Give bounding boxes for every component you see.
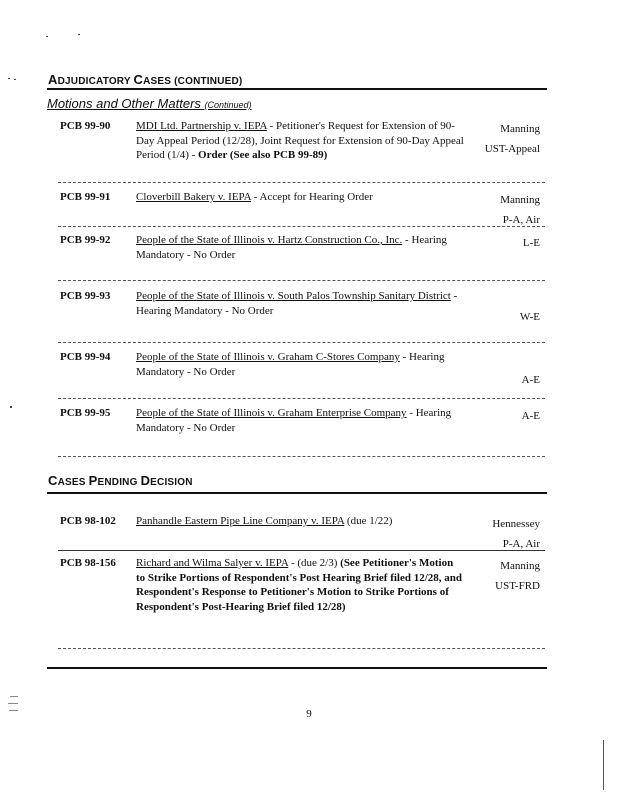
scan-speck xyxy=(10,406,12,408)
scan-speck xyxy=(10,696,18,697)
entry-separator xyxy=(58,456,545,457)
entry-separator xyxy=(58,550,545,551)
case-entry xyxy=(60,514,546,550)
case-number: PCB 99-94 xyxy=(60,351,111,363)
entry-separator xyxy=(58,648,545,649)
case-entry xyxy=(60,406,546,451)
scan-speck xyxy=(14,79,16,80)
scan-speck xyxy=(8,78,10,79)
case-entry xyxy=(60,556,546,636)
case-number: PCB 98-156 xyxy=(60,557,116,569)
case-meta xyxy=(522,370,540,390)
case-title[interactable]: MDI Ltd. Partnership v. IEPA xyxy=(136,120,267,132)
case-type: P-A, Air xyxy=(502,538,540,550)
case-description: MDI Ltd. Partnership v. IEPA - Petitioner's Request for Extension of 90-Day Appeal Period (12/28), Joint Request for Extension of 90-Day Appeal Period (1/4) - Order (See also PCB 99-89) xyxy=(136,120,464,161)
entry-separator xyxy=(58,280,545,281)
case-number: PCB 99-91 xyxy=(60,191,111,203)
case-meta xyxy=(485,119,540,159)
case-number: PCB 99-95 xyxy=(60,407,111,419)
case-number: PCB 99-90 xyxy=(60,120,111,132)
entry-separator xyxy=(58,398,545,399)
case-type: UST-FRD xyxy=(495,580,540,592)
entry-separator xyxy=(58,182,545,183)
case-type: A-E xyxy=(521,410,540,422)
scan-speck xyxy=(78,34,80,35)
case-meta xyxy=(495,556,540,596)
case-title[interactable]: Richard and Wilma Salyer v. IEPA xyxy=(136,557,289,569)
case-type: P-A, Air xyxy=(502,214,540,226)
page-number: 9 xyxy=(306,708,312,720)
case-meta xyxy=(523,233,540,253)
case-title[interactable]: People of the State of Illinois v. Graham Enterprise Company xyxy=(136,407,407,419)
subheading-motions: Motions and Other Matters (Continued) xyxy=(47,96,252,111)
case-description: People of the State of Illinois v. South Palos Township Sanitary District - Hearing Mandatory - No Order xyxy=(136,290,458,317)
case-number: PCB 99-93 xyxy=(60,290,111,302)
case-title[interactable]: People of the State of Illinois v. Graham C-Stores Company xyxy=(136,351,400,363)
hearing-officer: Manning xyxy=(500,123,540,135)
case-description: People of the State of Illinois v. Hartz Construction Co., Inc. - Hearing Mandatory - No Order xyxy=(136,234,447,261)
section-rule xyxy=(47,492,547,494)
case-entry xyxy=(60,119,546,175)
hearing-officer: Hennessey xyxy=(492,518,540,530)
case-type: UST-Appeal xyxy=(484,143,540,155)
case-number: PCB 98-102 xyxy=(60,515,116,527)
hearing-officer: Manning xyxy=(500,560,540,572)
entry-separator xyxy=(58,226,545,227)
case-description: Richard and Wilma Salyer v. IEPA - (due 2/3) (See Petitioner's Motion to Strike Portions of Respondent's Post Hearing Brief filed 12/28, and Respondent's Response to Petitioner's Motion to Strike Portions of Respondent's Post-Hearing Brief filed 12/28) xyxy=(136,557,463,613)
case-entry xyxy=(60,190,546,230)
case-type: L-E xyxy=(522,237,540,249)
hearing-officer: Manning xyxy=(500,194,540,206)
scan-speck xyxy=(46,36,48,37)
case-title[interactable]: Panhandle Eastern Pipe Line Company v. IEPA xyxy=(136,515,345,527)
entry-separator xyxy=(58,342,545,343)
case-type: A-E xyxy=(521,374,540,386)
case-number: PCB 99-92 xyxy=(60,234,111,246)
case-entry xyxy=(60,233,546,277)
case-meta xyxy=(500,190,540,230)
case-description: Cloverbill Bakery v. IEPA - Accept for Hearing Order xyxy=(136,191,373,203)
case-description: People of the State of Illinois v. Graham C-Stores Company - Hearing Mandatory - No Order xyxy=(136,351,445,378)
scan-speck xyxy=(9,710,18,711)
case-meta xyxy=(492,514,540,554)
case-entry xyxy=(60,350,546,395)
case-title[interactable]: Cloverbill Bakery v. IEPA xyxy=(136,191,251,203)
section-heading-pending: CASES PENDING DECISION xyxy=(48,473,193,488)
case-type: W-E xyxy=(519,311,540,323)
case-title[interactable]: People of the State of Illinois v. Hartz Construction Co., Inc. xyxy=(136,234,403,246)
bottom-rule xyxy=(47,667,547,669)
case-description: People of the State of Illinois v. Graham Enterprise Company - Hearing Mandatory - No Order xyxy=(136,407,452,434)
case-meta xyxy=(520,307,540,327)
case-title[interactable]: People of the State of Illinois v. South Palos Township Sanitary District xyxy=(136,290,451,302)
case-description: Panhandle Eastern Pipe Line Company v. IEPA (due 1/22) xyxy=(136,515,393,527)
case-meta xyxy=(522,406,540,426)
section-rule xyxy=(47,88,547,90)
scan-speck xyxy=(8,703,18,704)
scan-edge-line xyxy=(603,740,604,790)
section-heading-adjudicatory: ADJUDICATORY CASES (CONTINUED) xyxy=(48,72,243,87)
case-entry xyxy=(60,289,546,339)
